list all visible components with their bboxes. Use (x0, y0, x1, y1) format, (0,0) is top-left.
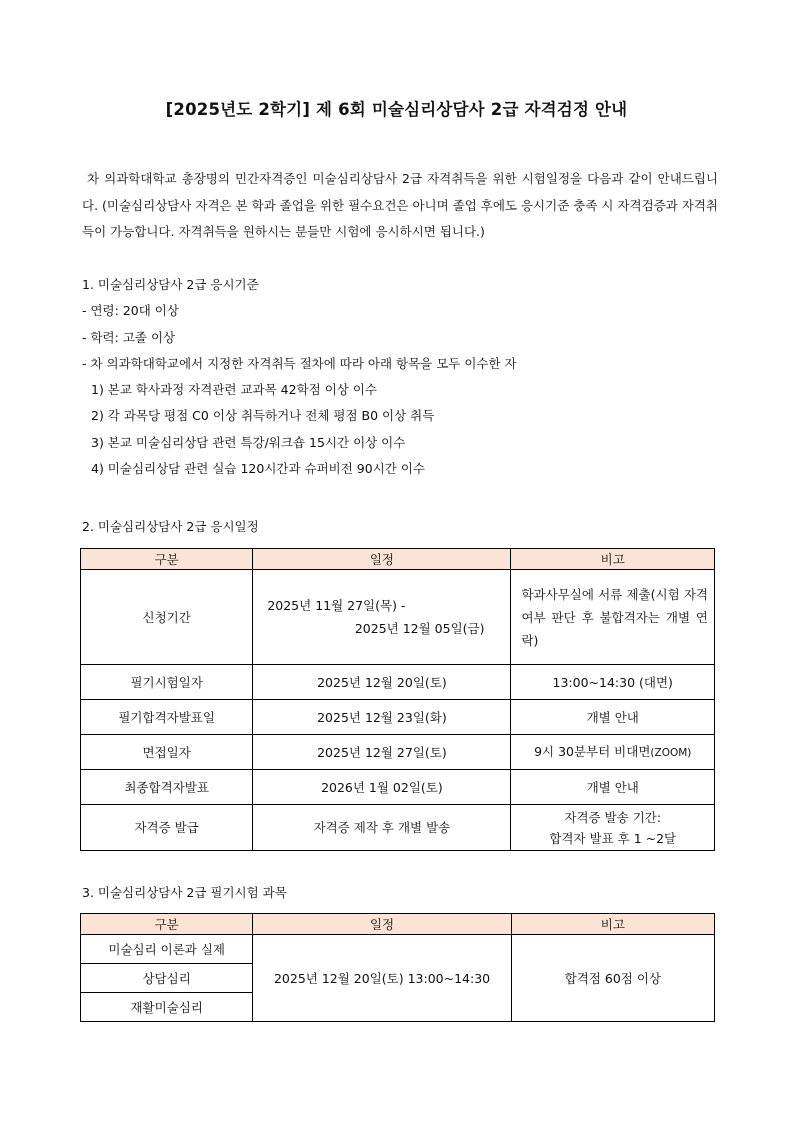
section-heading: 3. 미술심리상담사 2급 필기시험 과목 (82, 885, 287, 900)
table-header-row (81, 549, 715, 570)
column-header: 구분 (81, 914, 253, 935)
row-note-main: 9시 30분부터 비대면 (534, 743, 651, 759)
apply-date (253, 570, 511, 665)
row-label: 자격증 발급 (81, 805, 253, 851)
pass-note: 합격점 60점 이상 (511, 935, 714, 1022)
list-item: - 연령: 20대 이상 (82, 303, 179, 319)
row-note: 개별 안내 (511, 700, 715, 735)
table-header-row (81, 914, 715, 935)
column-header: 비고 (511, 914, 714, 935)
schedule-table (80, 548, 715, 851)
list-subitem: 2) 각 과목당 평점 C0 이상 취득하거나 전체 평점 B0 이상 취득 (91, 408, 435, 424)
row-date: 2025년 12월 27일(토) (253, 735, 511, 770)
row-label: 필기합격자발표일 (81, 700, 253, 735)
section-heading: 1. 미술심리상담사 2급 응시기준 (82, 277, 259, 292)
row-note-small: (ZOOM) (650, 746, 692, 759)
section-eligibility (82, 272, 517, 482)
subject-name: 미술심리 이론과 실제 (81, 935, 253, 964)
row-label: 면접일자 (81, 735, 253, 770)
table-row (81, 570, 715, 665)
column-header: 구분 (81, 549, 253, 570)
list-item: - 차 의과학대학교에서 지정한 자격취득 절차에 따라 아래 항목을 모두 이수한 자 (82, 355, 517, 371)
row-label: 신청기간 (81, 570, 253, 665)
subject-name: 재활미술심리 (81, 993, 253, 1022)
list-item: - 학력: 고졸 이상 (82, 329, 176, 345)
table-row (81, 665, 715, 700)
row-label: 최종합격자발표 (81, 770, 253, 805)
row-note (511, 805, 715, 851)
table-row (81, 700, 715, 735)
row-label: 필기시험일자 (81, 665, 253, 700)
column-header: 비고 (511, 549, 715, 570)
exam-date: 2025년 12월 20일(토) 13:00~14:30 (253, 935, 511, 1022)
row-note-line: 자격증 발송 기간: (564, 809, 662, 825)
column-header: 일정 (253, 549, 511, 570)
table-row (81, 935, 715, 964)
column-header: 일정 (253, 914, 511, 935)
apply-date-start: 2025년 11월 27일(목) - (267, 598, 406, 613)
row-date: 2025년 12월 23일(화) (253, 700, 511, 735)
row-note-line: 합격자 발표 후 1 ~2달 (549, 830, 677, 846)
row-date: 2025년 12월 20일(토) (253, 665, 511, 700)
list-subitem: 4) 미술심리상담 관련 실습 120시간과 슈퍼비전 90시간 이수 (91, 461, 425, 477)
subject-name: 상담심리 (81, 964, 253, 993)
table-row (81, 770, 715, 805)
table-row (81, 805, 715, 851)
row-note: 13:00~14:30 (대면) (511, 665, 715, 700)
apply-date-end: 2025년 12월 05일(금) (354, 621, 485, 636)
intro-paragraph: 차 의과학대학교 총장명의 민간자격증인 미술심리상담사 2급 자격취득을 위한 시험일정을 다음과 같이 안내드립니다. (미술심리상담사 자격은 본 학과 졸업을 위한 필수요건은 아니며 졸업 후에도 응시기준 충족 시 자격검증과 자격취득이 가능합니다. 자격취득을 원하시는 분들만 시험에 응시하시면 됩니다.) (82, 171, 718, 239)
row-note: 개별 안내 (511, 770, 715, 805)
page-title: [2025년도 2학기] 제 6회 미술심리상담사 2급 자격검정 안내 (165, 100, 628, 119)
table-row (81, 735, 715, 770)
row-note (511, 735, 715, 770)
list-subitem: 1) 본교 학사과정 자격관련 교과목 42학점 이상 이수 (91, 382, 377, 398)
list-subitem: 3) 본교 미술심리상담 관련 특강/워크숍 15시간 이상 이수 (91, 434, 406, 450)
apply-note: 학과사무실에 서류 제출(시험 자격 여부 판단 후 불합격자는 개별 연락) (511, 570, 715, 665)
section-heading: 2. 미술심리상담사 2급 응시일정 (82, 519, 259, 534)
row-date: 자격증 제작 후 개별 발송 (253, 805, 511, 851)
row-date: 2026년 1월 02일(토) (253, 770, 511, 805)
subjects-table (80, 913, 715, 1022)
